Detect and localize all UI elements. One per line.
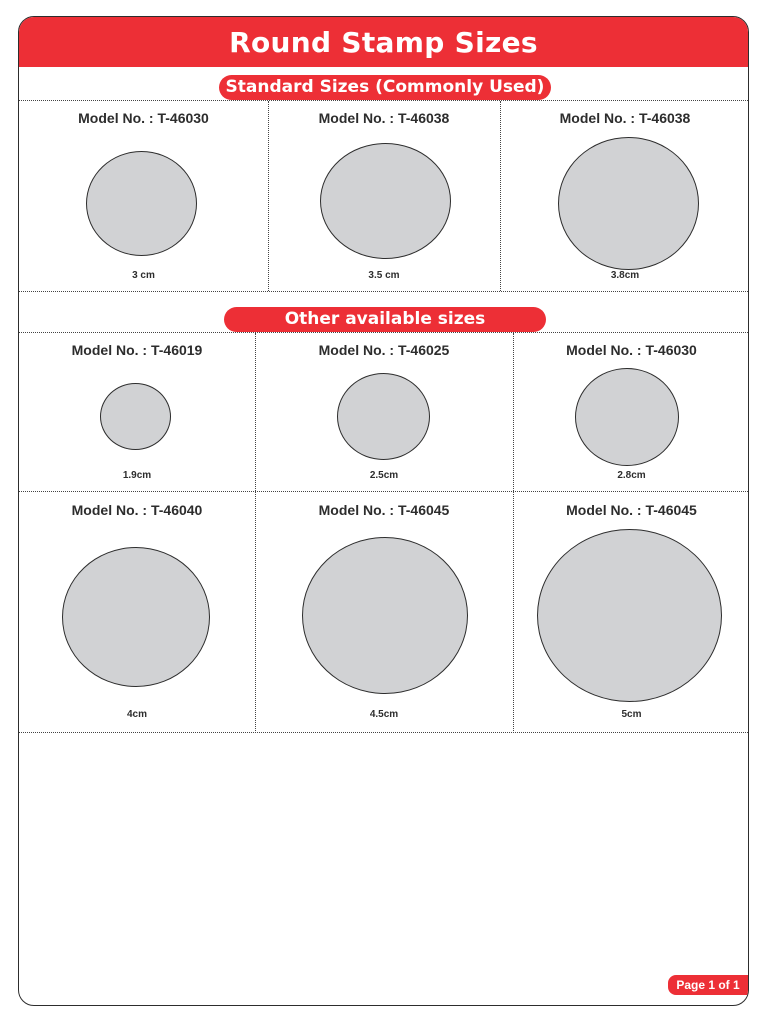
stamp-card-other-4 bbox=[19, 492, 255, 732]
stamp-card-other-3 bbox=[513, 333, 749, 491]
round-stamp-shape bbox=[558, 137, 699, 270]
stamp-card-other-6 bbox=[513, 492, 749, 732]
round-stamp-shape bbox=[86, 151, 197, 256]
model-number: Model No. : T-46030 bbox=[78, 110, 209, 126]
document-frame bbox=[18, 16, 749, 1006]
divider bbox=[19, 291, 748, 292]
model-number: Model No. : T-46019 bbox=[71, 342, 203, 358]
round-stamp-shape bbox=[537, 529, 722, 702]
stamp-size-label: 3.5 cm bbox=[368, 270, 400, 281]
model-number: Model No. : T-46045 bbox=[318, 502, 450, 518]
stamp-size-label: 4cm bbox=[126, 709, 147, 720]
model-number: Model No. : T-46038 bbox=[559, 110, 691, 126]
model-number: Model No. : T-46025 bbox=[318, 342, 450, 358]
stamp-card-standard-3 bbox=[500, 101, 749, 291]
page-number-badge: Page 1 of 1 bbox=[668, 975, 748, 995]
stamp-size-label: 2.8cm bbox=[617, 470, 646, 481]
stamp-size-label: 2.5cm bbox=[369, 470, 399, 481]
stamp-size-label: 5cm bbox=[621, 709, 642, 720]
model-number: Model No. : T-46045 bbox=[566, 502, 697, 518]
divider bbox=[19, 732, 748, 733]
stamp-card-other-1 bbox=[19, 333, 255, 491]
stamp-card-standard-2 bbox=[268, 101, 500, 291]
page-title: Round Stamp Sizes bbox=[19, 17, 748, 67]
round-stamp-shape bbox=[100, 383, 171, 450]
standard-sizes-heading: Standard Sizes (Commonly Used) bbox=[219, 75, 551, 100]
round-stamp-shape bbox=[575, 368, 679, 466]
stamp-size-label: 3 cm bbox=[132, 270, 155, 281]
other-sizes-heading: Other available sizes bbox=[224, 307, 546, 332]
stamp-card-standard-1 bbox=[19, 101, 268, 291]
model-number: Model No. : T-46038 bbox=[318, 110, 450, 126]
model-number: Model No. : T-46040 bbox=[71, 502, 203, 518]
round-stamp-shape bbox=[62, 547, 210, 687]
stamp-size-label: 1.9cm bbox=[122, 470, 152, 481]
model-number: Model No. : T-46030 bbox=[566, 342, 697, 358]
round-stamp-shape bbox=[320, 143, 451, 259]
stamp-size-label: 3.8cm bbox=[610, 270, 640, 281]
stamp-card-other-2 bbox=[255, 333, 513, 491]
stamp-size-label: 4.5cm bbox=[369, 709, 399, 720]
round-stamp-shape bbox=[302, 537, 468, 694]
stamp-card-other-5 bbox=[255, 492, 513, 732]
round-stamp-shape bbox=[337, 373, 430, 460]
